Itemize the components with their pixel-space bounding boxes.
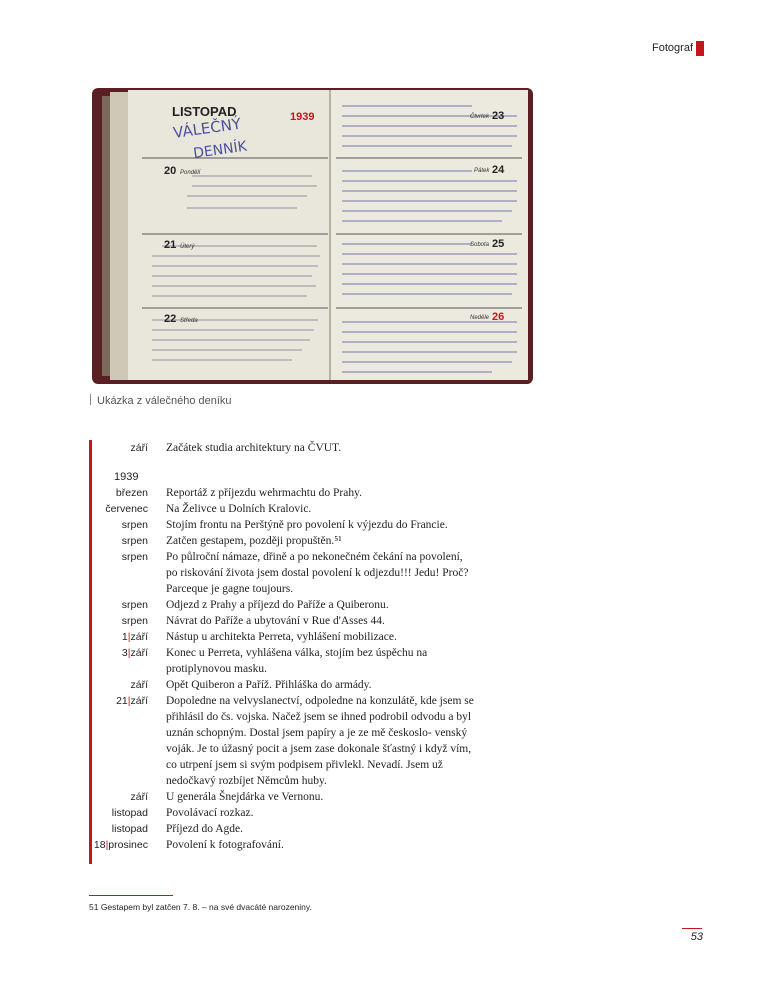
entry-day: 1	[121, 631, 128, 643]
entry-text: Stojím frontu na Perštýně pro povolení k výjezdu do Francie.	[166, 519, 448, 531]
entry-date	[92, 677, 148, 693]
entry-month: březen	[115, 487, 148, 499]
entry-date	[92, 613, 148, 629]
diary-year: 1939	[290, 111, 315, 123]
timeline-entry	[92, 517, 492, 533]
entry-text: Návrat do Paříže a ubytování v Rue d'Asses 44.	[166, 615, 385, 627]
entry-month: září	[130, 791, 148, 803]
entry-text: Konec u Perreta, vyhlášena válka, stojím bez úspěchu na protiplynovou masku.	[166, 647, 428, 675]
diary-month: LISTOPAD	[172, 104, 237, 119]
day-name: Úterý	[180, 244, 195, 250]
entry-date	[92, 805, 148, 821]
entry-text: Povolení k fotografování.	[166, 839, 284, 851]
entry-date	[92, 501, 148, 517]
timeline-entry	[92, 789, 492, 805]
entry-date: září	[130, 442, 148, 454]
entry-month: září	[130, 631, 148, 643]
entry-month: listopad	[111, 823, 148, 835]
entry-month: srpen	[121, 519, 148, 531]
entry-month: prosinec	[108, 839, 148, 851]
timeline-entry	[92, 440, 492, 456]
day-name: Čtvrtek	[470, 114, 490, 120]
entry-day: 21	[116, 695, 128, 707]
entry-month: září	[130, 695, 148, 707]
entry-text: Dopoledne na velvyslanectví, odpoledne na konzulátě, kde jsem se přihlásil do čs. vojska. Načež jsem se ihned podrobil odvodu a byl uznán schopným. Dostal jsem papíry a je ze mě českoslo- venský voják. Je to úžasný pocit a jsem zase dokonale šťastný i když vím, co utrpení jsem si svým podpisem přivlekl. Nevadí. Jsem už nedočkavý rozbíjet Němcům huby.	[166, 695, 474, 787]
timeline	[92, 440, 492, 853]
entry-text: Reportáž z příjezdu wehrmachtu do Prahy.	[166, 487, 362, 499]
entry-month: srpen	[121, 599, 148, 611]
entry-date: 21|září	[116, 695, 148, 707]
timeline-entry	[92, 837, 492, 853]
entry-date	[92, 549, 148, 565]
entry-month: září	[130, 647, 148, 659]
timeline-entry	[92, 629, 492, 645]
entry-date	[92, 789, 148, 805]
entry-date: 18|prosinec	[93, 839, 148, 851]
entry-text: Začátek studia architektury na ČVUT.	[166, 442, 342, 454]
section-header-label: Fotograf	[652, 42, 693, 54]
diary-handwritten-title-1: VÁLEČNÝ	[172, 114, 243, 142]
timeline-entry	[92, 821, 492, 837]
day-name: Pondělí	[180, 170, 201, 176]
day-number: 22	[164, 313, 177, 325]
section-header-marker	[696, 41, 704, 56]
entry-text: Příjezd do Agde.	[166, 823, 243, 835]
entry-date	[92, 517, 148, 533]
day-number: 23	[492, 110, 505, 122]
timeline-entry	[92, 693, 492, 789]
timeline-entry	[92, 485, 492, 501]
day-number: 26	[492, 311, 505, 323]
timeline-entry	[92, 677, 492, 693]
entry-month: srpen	[121, 535, 148, 547]
day-number: 21	[164, 239, 177, 251]
entry-date: 3|září	[121, 647, 148, 659]
diary-photo	[92, 86, 533, 386]
entry-text: Na Želivce u Dolních Kralovic.	[166, 503, 312, 515]
photo-caption: Ukázka z válečného deníku	[90, 394, 232, 407]
entry-text: Povolávací rozkaz.	[166, 807, 254, 819]
entry-text: Opět Quiberon a Paříž. Přihláška do armády.	[166, 679, 372, 691]
entry-text: U generála Šnejdárka ve Vernonu.	[166, 791, 324, 803]
day-name: Sobota	[470, 242, 490, 248]
day-number: 25	[492, 238, 505, 250]
entry-month: srpen	[121, 615, 148, 627]
entry-date	[92, 533, 148, 549]
entry-text: Zatčen gestapem, později propuštěn.⁵¹	[166, 535, 342, 547]
entry-date	[92, 821, 148, 837]
diary-handwritten-title-2: DENNÍK	[192, 138, 248, 162]
footnote: 51 Gestapem byl zatčen 7. 8. – na své dvacáté narozeniny.	[89, 902, 312, 912]
entry-month: červenec	[105, 503, 148, 515]
entry-day: 18	[93, 839, 106, 851]
day-number: 24	[492, 164, 505, 176]
entry-text: Odjezd z Prahy a příjezd do Paříže a Quiberonu.	[166, 599, 389, 611]
timeline-entry	[92, 613, 492, 629]
timeline-entry	[92, 805, 492, 821]
page-number: 53	[690, 931, 703, 943]
entry-date: 1|září	[121, 631, 148, 643]
timeline-entry	[92, 549, 492, 597]
entry-month: září	[130, 679, 148, 691]
day-name: Středa	[180, 318, 198, 324]
entry-month: srpen	[121, 551, 148, 563]
entry-month: listopad	[111, 807, 148, 819]
entry-date	[92, 485, 148, 501]
timeline-year: 1939	[114, 471, 139, 483]
timeline-entry	[92, 501, 492, 517]
footnote-rule	[89, 895, 173, 896]
entry-date	[92, 597, 148, 613]
entry-text: Po půlroční námaze, dřině a po nekonečném čekání na povolení, po riskování života jsem dostal povolení k odjezdu!!! Jedu! Proč? Parceque je gagne toujours.	[166, 551, 469, 595]
timeline-year-row	[92, 469, 492, 485]
entry-text: Nástup u architekta Perreta, vyhlášení mobilizace.	[166, 631, 397, 643]
entry-day: 3	[121, 647, 128, 659]
day-name: Pátek	[474, 168, 490, 174]
page-number-rule	[682, 928, 702, 929]
timeline-entry	[92, 597, 492, 613]
timeline-entry	[92, 645, 492, 677]
timeline-entry	[92, 533, 492, 549]
day-name: Neděle	[470, 315, 490, 321]
day-number: 20	[164, 165, 177, 177]
